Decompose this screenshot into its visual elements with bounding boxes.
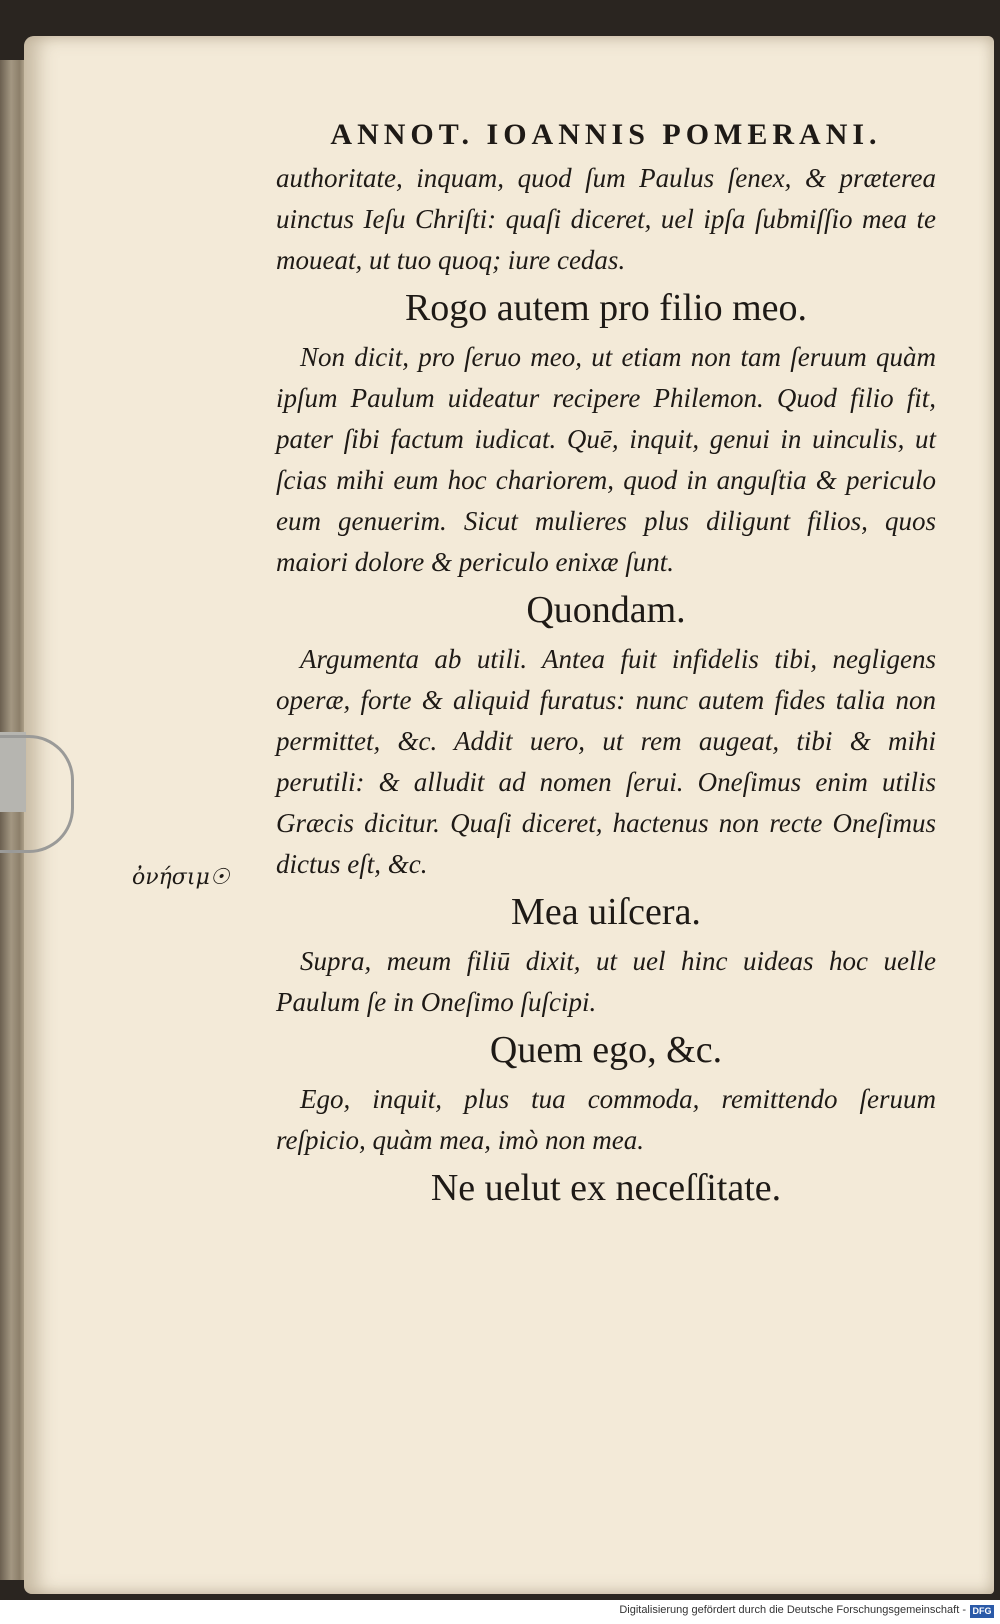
footer-bar <box>0 1600 1000 1624</box>
paragraph-5: Ego, inquit, plus tua commoda, remittendo ſeruum reſpicio, quàm mea, imò non mea. <box>276 1084 936 1155</box>
page-clip <box>0 735 74 853</box>
paragraph-1: authoritate, inquam, quod ſum Paulus ſenex, & præterea uinctus Ieſu Chriſti: quaſi diceret, uel ipſa ſubmiſſio mea te moueat, ut tuo quoq; iure cedas. <box>276 163 936 275</box>
heading-mea-uiscera: Mea uiſcera. <box>511 891 701 933</box>
paragraph-2: Non dicit, pro ſeruo meo, ut etiam non tam ſeruum quàm ipſum Paulum uideatur recipere Philemon. Quod filio fit, pater ſibi factum iudicat. Quē, inquit, genui in uinculis, ut ſcias mihi eum hoc chariorem, quod in anguſtia & periculo eum genuerim. Sicut mulieres plus diligunt filios, quos maiori dolore & periculo enixæ ſunt. <box>276 342 936 577</box>
heading-quondam: Quondam. <box>526 589 686 631</box>
heading-quem-ego: Quem ego, &c. <box>489 1029 723 1071</box>
footer-credit: Digitalisierung gefördert durch die Deutsche Forschungsgemeinschaft - <box>619 1604 966 1616</box>
paragraph-3: Argumenta ab utili. Antea fuit infidelis tibi, negligens operæ, forte & aliquid furatus: nunc autem fides talia non permittet, &c. Addit uero, ut rem augeat, tibi & mihi perutili: & alludit ad nomen ſerui. Oneſimus enim utilis Græcis dicitur. Quaſi diceret, hactenus non recte Oneſimus dictus eſt, &c. <box>276 644 936 879</box>
dfg-logo: DFG <box>970 1605 994 1618</box>
heading-ne-uelut: Ne uelut ex neceſſitate. <box>430 1167 782 1209</box>
marginal-note: ὀνήσιμ☉ <box>132 865 230 890</box>
paragraph-4: Supra, meum filiū dixit, ut uel hinc uideas hoc uelle Paulum ſe in Oneſimo ſuſcipi. <box>276 946 936 1017</box>
running-head: ANNOT. IOANNIS POMERANI. <box>330 118 882 151</box>
text-block <box>276 118 936 1217</box>
heading-rogo: Rogo autem pro filio meo. <box>404 287 808 329</box>
